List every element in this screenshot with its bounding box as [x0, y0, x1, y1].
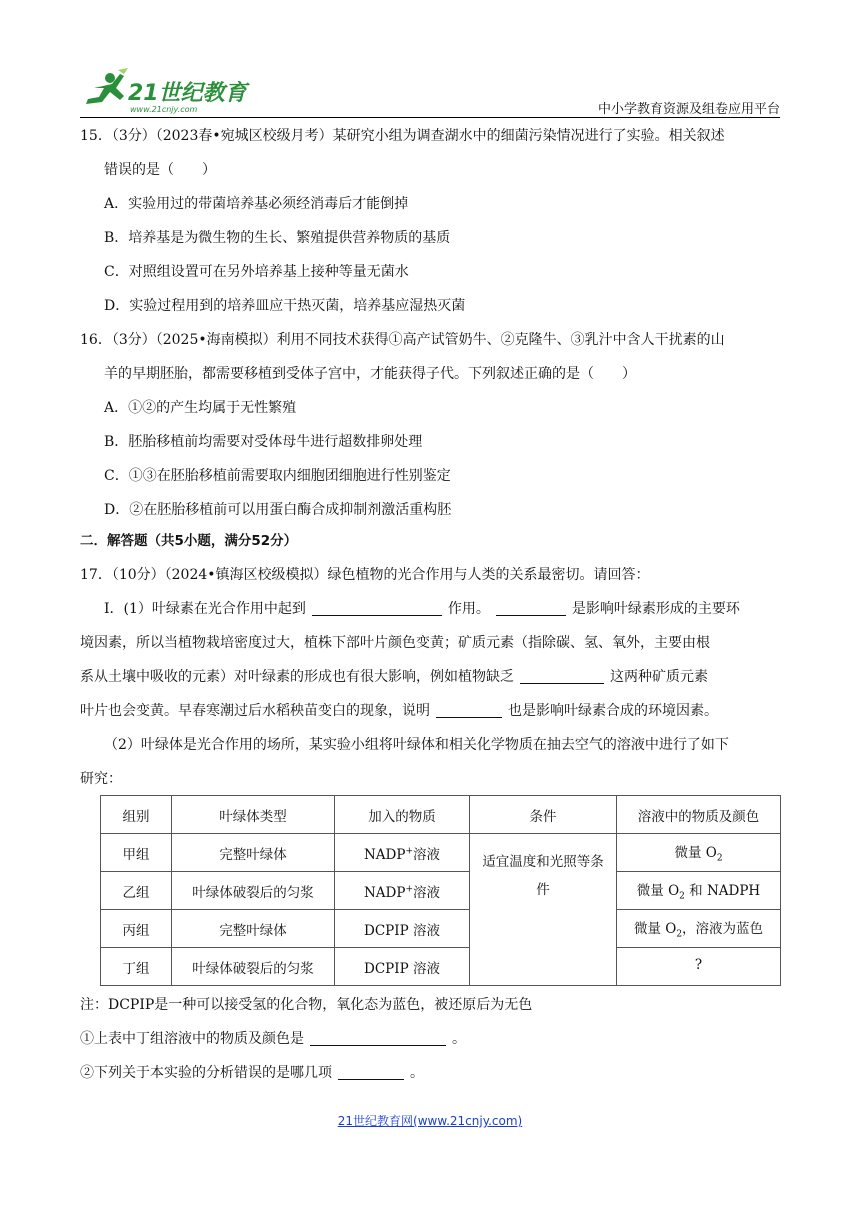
q17-part1-line2: 境因素，所以当植物栽培密度过大，植株下部叶片颜色变黄；矿质元素（指除碳、氢、氧外，主要由根 [80, 635, 710, 651]
q17-part1-line1: Ⅰ．(1）叶绿素在光合作用中起到 作用。 是影响叶绿素形成的主要环 [104, 601, 740, 617]
answer-blank[interactable] [310, 1031, 446, 1046]
chloroplast-type-cell: 完整叶绿体 [172, 910, 335, 948]
table-note: 注：DCPIP是一种可以接受氢的化合物，氧化态为蓝色，被还原后为无色 [80, 997, 533, 1013]
q17-part2-line2: 研究： [80, 771, 122, 787]
table-header-cell: 加入的物质 [335, 796, 470, 834]
answer-blank[interactable] [338, 1065, 404, 1080]
q15-option-d: D．实验过程用到的培养皿应干热灭菌，培养基应湿热灭菌 [104, 298, 466, 314]
table-row [101, 834, 781, 872]
experiment-table [100, 795, 781, 986]
substance-cell: NADP+溶液 [335, 872, 470, 910]
answer-blank[interactable] [312, 601, 442, 616]
q17-part2-line1: （2）叶绿体是光合作用的场所，某实验小组将叶绿体和相关化学物质在抽去空气的溶液中进行了如下 [104, 737, 729, 753]
substance-cell: NADP+溶液 [335, 834, 470, 872]
q17-sub2: ②下列关于本实验的分析错误的是哪几项 。 [80, 1065, 424, 1081]
q15-stem-line1: 15．（3分）（2023春•宛城区校级月考）某研究小组为调查湖水中的细菌污染情况进行了实验。相关叙述 [80, 128, 725, 144]
table-header-cell: 组别 [101, 796, 172, 834]
q15-stem-line2: 错误的是（ ） [104, 162, 216, 178]
table-header-cell: 溶液中的物质及颜色 [617, 796, 781, 834]
group-cell: 乙组 [101, 872, 172, 910]
result-cell: 微量 $O_2$ 和 NADPH [617, 872, 781, 910]
group-cell: 甲组 [101, 834, 172, 872]
group-cell: 丁组 [101, 948, 172, 986]
q17-part1-line4: 叶片也会变黄。早春寒潮过后水稻秧苗变白的现象，说明 也是影响叶绿素合成的环境因素。 [80, 703, 718, 719]
chloroplast-type-cell: 叶绿体破裂后的匀浆 [172, 872, 335, 910]
table-row [101, 872, 781, 910]
platform-label: 中小学教育资源及组卷应用平台 [597, 102, 780, 117]
condition-cell: 适宜温度和光照等条 件 [470, 834, 617, 986]
result-cell: 微量 $O_2$ [617, 834, 781, 872]
section-heading: 二．解答题（共5小题，满分52分） [80, 533, 298, 549]
header-divider [80, 117, 780, 118]
q15-option-a: A．实验用过的带菌培养基必须经消毒后才能倒掉 [104, 196, 409, 212]
table-row [101, 948, 781, 986]
logo-main-text: 21世纪教育 [128, 81, 247, 106]
q16-option-d: D．②在胚胎移植前可以用蛋白酶合成抑制剂激活重构胚 [104, 502, 452, 518]
q17-part1-line3: 系从土壤中吸收的元素）对叶绿素的形成也有很大影响，例如植物缺乏 这两种矿质元素 [80, 669, 708, 685]
group-cell: 丙组 [101, 910, 172, 948]
answer-blank[interactable] [520, 669, 604, 684]
q16-stem-line1: 16．（3分）（2025•海南模拟）利用不同技术获得①高产试管奶牛、②克隆牛、③乳汁中含人干扰素的山 [80, 332, 725, 348]
q16-stem-line2: 羊的早期胚胎，都需要移植到受体子宫中，才能获得子代。下列叙述正确的是（ ） [104, 366, 636, 382]
table-row [101, 910, 781, 948]
logo-url-text: www.21cnjy.com [130, 105, 198, 114]
answer-blank[interactable] [436, 703, 502, 718]
q15-option-c: C．对照组设置可在另外培养基上接种等量无菌水 [104, 264, 409, 280]
answer-blank[interactable] [496, 601, 566, 616]
table-header-cell: 条件 [470, 796, 617, 834]
q15-option-b: B．培养基是为微生物的生长、繁殖提供营养物质的基质 [104, 230, 451, 246]
page-header [80, 66, 780, 118]
substance-cell: DCPIP 溶液 [335, 948, 470, 986]
logo [80, 66, 250, 116]
result-cell: ? [617, 948, 781, 986]
table-header-cell: 叶绿体类型 [172, 796, 335, 834]
q16-option-c: C．①③在胚胎移植前需要取内细胞团细胞进行性别鉴定 [104, 468, 451, 484]
q17-stem: 17．（10分）（2024•镇海区校级模拟）绿色植物的光合作用与人类的关系最密切。请回答： [80, 567, 650, 583]
chloroplast-type-cell: 完整叶绿体 [172, 834, 335, 872]
q16-option-b: B．胚胎移植前均需要对受体母牛进行超数排卵处理 [104, 434, 423, 450]
q17-sub1: ①上表中丁组溶液中的物质及颜色是 。 [80, 1031, 466, 1047]
result-cell: 微量 $O_2$，溶液为蓝色 [617, 910, 781, 948]
runner-logo-icon [86, 68, 128, 104]
chloroplast-type-cell: 叶绿体破裂后的匀浆 [172, 948, 335, 986]
q16-option-a: A．①②的产生均属于无性繁殖 [104, 400, 297, 416]
footer-link[interactable]: 21世纪教育网(www.21cnjy.com) [337, 1114, 523, 1128]
substance-cell: DCPIP 溶液 [335, 910, 470, 948]
table-header-row [101, 796, 781, 834]
